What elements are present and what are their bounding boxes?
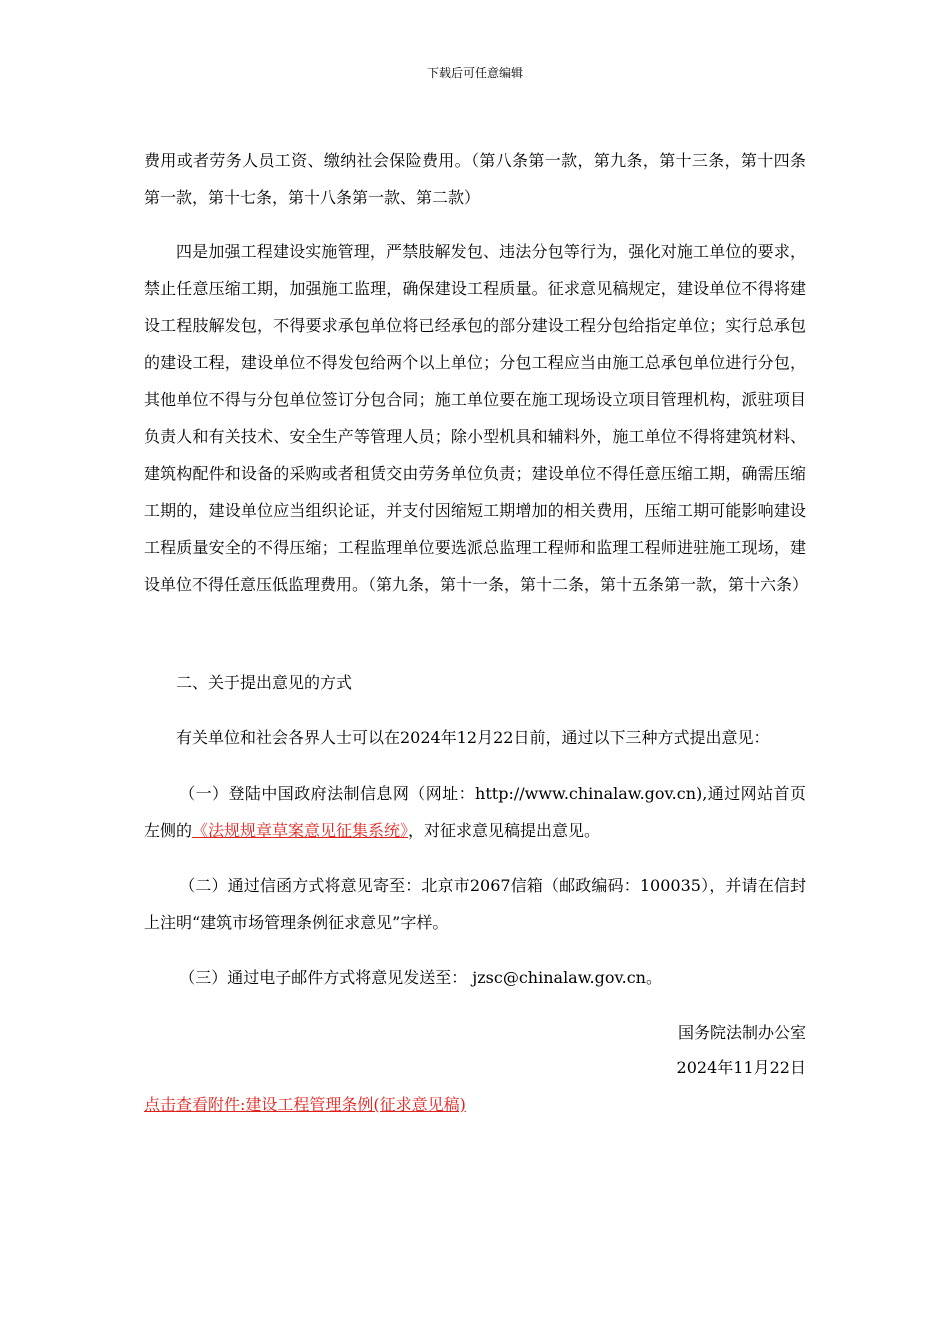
signature-date: 2024年11月22日 [676,1058,806,1077]
paragraph-text: 四是加强工程建设实施管理，严禁肢解发包、违法分包等行为，强化对施工单位的要求，禁止任意压缩工期，加强施工监理，确保建设工程质量。征求意见稿规定，建设单位不得将建设工程肢解发包，不得要求承包单位将已经承包的部分建设工程分包给指定单位；实行总承包的建设工程，建设单位不得发包给两个以上单位；分包工程应当由施工总承包单位进行分包，其他单位不得与分包单位签订分包合同；施工单位要在施工现场设立项目管理机构，派驻项目负责人和有关技术、安全生产等管理人员；除小型机具和辅料外，施工单位不得将建筑材料、建筑构配件和设备的采购或者租赁交由劳务单位负责；建设单位不得任意压缩工期，确需压缩工期的，建设单位应当组织论证，并支付因缩短工期增加的相关费用，压缩工期可能影响建设工程质量安全的不得压缩；工程监理单位要选派总监理工程师和监理工程师进驻施工现场，建设单位不得任意压低监理费用。（第九条，第十一条，第十二条，第十五条第一款，第十六条） [144,242,809,594]
section-title: 二、关于提出意见的方式 [176,673,353,692]
section-heading-2 [144,664,806,701]
paragraph-continuation [144,142,806,216]
method-1-text-before: （一）登陆中国政府法制信息网（网址：http://www.chinalaw.gov.cn),通过网站首页左侧的 [144,784,806,840]
paragraph-text: （三）通过电子邮件方式将意见发送至： jzsc@chinalaw.gov.cn。 [179,968,662,987]
paragraph-method-3 [144,959,806,996]
paragraph-text: （二）通过信函方式将意见寄至：北京市2067信箱（邮政编码：100035），并请在信封上注明“建筑市场管理条例征求意见”字样。 [144,876,806,932]
paragraph-method-2 [144,867,806,941]
paragraph-text: 有关单位和社会各界人士可以在2024年12月22日前，通过以下三种方式提出意见： [176,728,770,747]
paragraph-deadline [144,719,806,756]
signature-org: 国务院法制办公室 [677,1023,806,1042]
method-1-text-after: ，对征求意见稿提出意见。 [408,821,601,840]
paragraph-text: 费用或者劳务人员工资、缴纳社会保险费用。（第八条第一款，第九条，第十三条，第十四条第一款，第十七条，第十八条第一款、第二款） [144,151,806,207]
opinion-system-link[interactable]: 《法规规章草案意见征集系统》 [192,821,409,840]
attachment-link[interactable]: 点击查看附件:建设工程管理条例(征求意见稿) [144,1095,466,1114]
paragraph-management [144,233,809,603]
page-header: 下载后可任意编辑 [426,66,523,80]
attachment-area [144,1086,466,1123]
paragraph-method-1 [144,775,806,849]
paragraph-text [144,775,806,849]
